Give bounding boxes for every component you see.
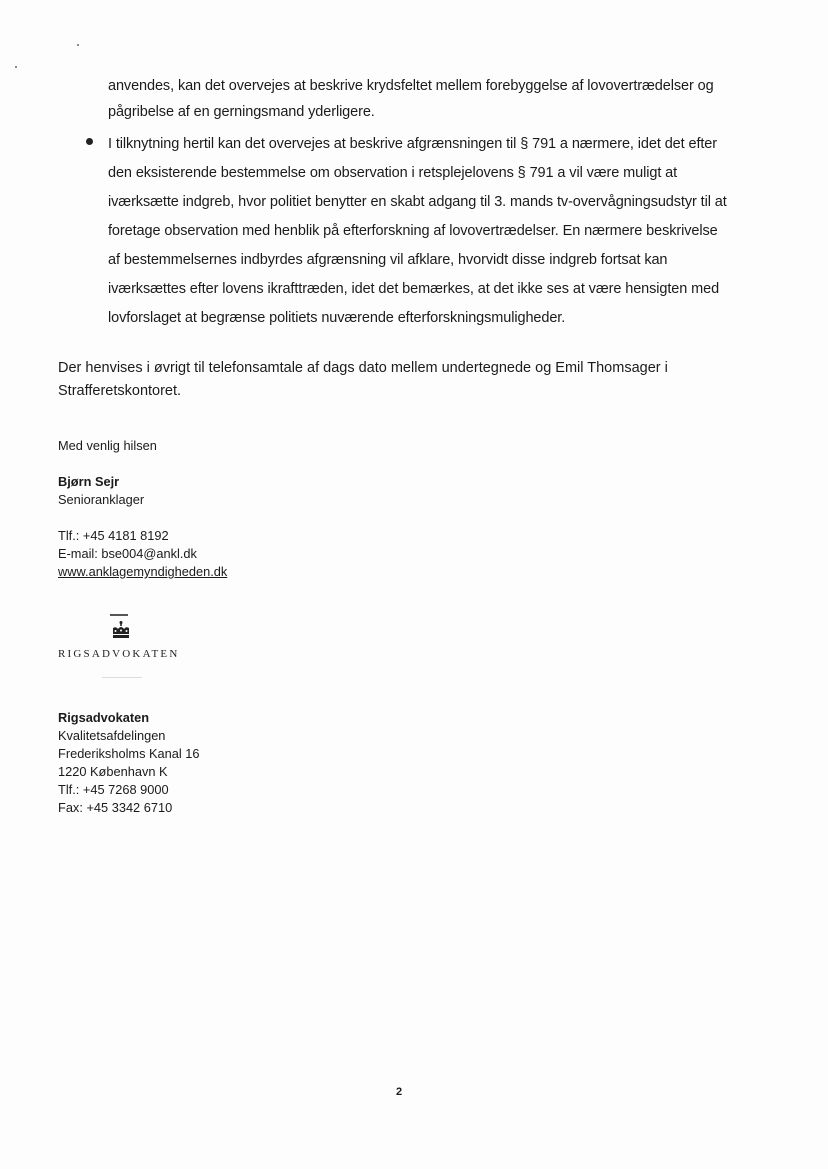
address-dept: Kvalitetsafdelingen [58,728,166,743]
body-line: lovforslaget at begrænse politiets nuværende efterforskningsmuligheder. [108,310,566,326]
closing-line: Strafferetskontoret. [58,383,182,399]
signer-phone: Tlf.: +45 4181 8192 [58,528,169,543]
logo-dash [110,614,128,616]
body-line: den eksisterende bestemmelse om observation i retsplejelovens § 791 a vil være muligt at [108,165,678,181]
signer-title: Senioranklager [58,492,145,507]
body-line: anvendes, kan det overvejes at beskrive krydsfeltet mellem forebyggelse af lovovertrædelser og [108,78,714,94]
crown-icon [110,620,132,642]
body-line: pågribelse af en gerningsmand yderligere. [108,104,375,120]
body-line: foretage observation med henblik på efterforskning af lovovertrædelser. En nærmere beskrivelse [108,223,718,239]
rigsadvokaten-logo [58,606,198,686]
website-link[interactable]: www.anklagemyndigheden.dk [58,564,228,579]
signer-email: E-mail: bse004@ankl.dk [58,546,197,561]
logo-rule [102,677,142,678]
address-phone: Tlf.: +45 7268 9000 [58,782,169,797]
body-line: iværksættes efter lovens ikrafttræden, idet det bemærkes, at det ikke ses at være hensigten med [108,281,720,297]
greeting: Med venlig hilsen [58,438,157,453]
logo-text: RIGSADVOKATEN [58,648,180,660]
body-line: iværksætte indgreb, hvor politiet benytter en skabt adgang til 3. mands tv-overvågningsudstyr til at [108,194,727,210]
scan-speck [15,66,17,68]
signer-name: Bjørn Sejr [58,474,120,489]
address-org: Rigsadvokaten [58,710,150,725]
address-fax: Fax: +45 3342 6710 [58,800,173,815]
address-city: 1220 København K [58,764,168,779]
page-number: 2 [396,1086,403,1098]
bullet-icon [86,138,93,145]
body-line: af bestemmelsernes indbyrdes afgrænsning vil afklare, hvorvidt disse indgreb fortsat kan [108,252,668,268]
closing-line: Der henvises i øvrigt til telefonsamtale af dags dato mellem undertegnede og Emil Thomsager i [58,360,668,376]
scan-speck [77,44,79,46]
address-street: Frederiksholms Kanal 16 [58,746,200,761]
body-line: I tilknytning hertil kan det overvejes at beskrive afgrænsningen til § 791 a nærmere, idet det efter [108,136,717,152]
